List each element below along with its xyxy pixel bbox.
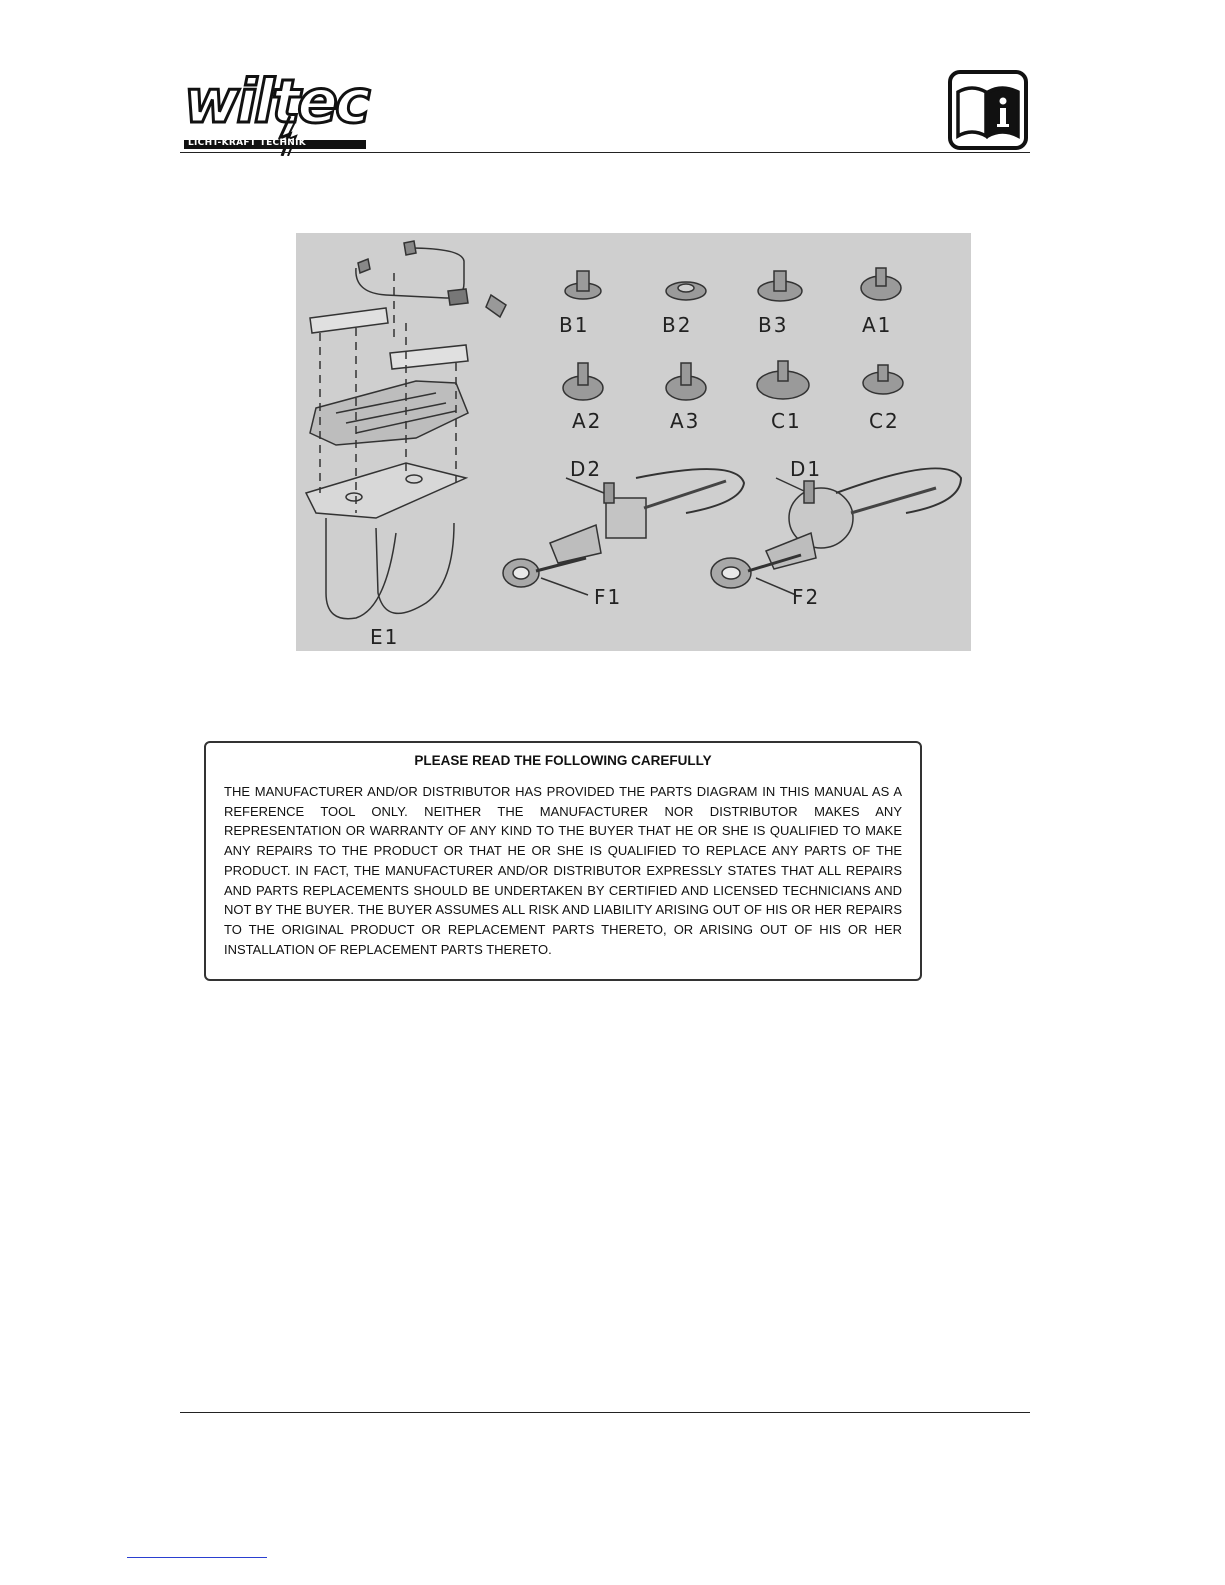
disclaimer-notice: [204, 741, 922, 981]
info-manual-icon: [948, 70, 1028, 150]
part-label-c2: C2: [869, 409, 900, 433]
part-label-e1: E1: [370, 625, 400, 649]
notice-title: PLEASE READ THE FOLLOWING CAREFULLY: [414, 753, 712, 768]
part-label-d1: D1: [790, 457, 823, 481]
part-label-f2: F2: [792, 585, 821, 609]
parts-diagram: [296, 233, 971, 651]
part-label-b1: B1: [559, 313, 590, 337]
part-label-a3: A3: [670, 409, 701, 433]
part-label-a2: A2: [572, 409, 603, 433]
footer-rule: [180, 1412, 1030, 1413]
lightning-bolt-icon: [276, 116, 300, 156]
wiltec-logo: [180, 67, 380, 158]
notice-body: THE MANUFACTURER AND/OR DISTRIBUTOR HAS PROVIDED THE PARTS DIAGRAM IN THIS MANUAL AS A REFERENCE TOOL ONLY. NEITHER THE MANUFACTURER NOR DISTRIBUTOR MAKES ANY REPRESENTATION OR WARRANTY OF ANY KIND TO THE BUYER THAT HE OR SHE IS QUALIFIED TO MAKE ANY REPAIRS TO THE PRODUCT OR THAT HE OR SHE IS QUALIFIED TO REPLACE ANY PARTS OF THE PRODUCT. IN FACT, THE MANUFACTURER AND/OR DISTRIBUTOR EXPRESSLY STATES THAT ALL REPAIRS AND PARTS REPLACEMENTS SHOULD BE UNDERTAKEN BY CERTIFIED AND LICENSED TECHNICIANS AND NOT BY THE BUYER. THE BUYER ASSUMES ALL RISK AND LIABILITY ARISING OUT OF HIS OR HER REPAIRS TO THE ORIGINAL PRODUCT OR REPLACEMENT PARTS THERETO, OR ARISING OUT OF HIS OR HER INSTALLATION OF REPLACEMENT PARTS THERETO.: [224, 784, 902, 957]
part-label-f1: F1: [594, 585, 623, 609]
part-label-a1: A1: [862, 313, 893, 337]
part-label-b3: B3: [758, 313, 789, 337]
part-label-b2: B2: [662, 313, 693, 337]
header-rule: [180, 152, 1030, 153]
logo-word: wiltec: [184, 67, 368, 137]
part-label-d2: D2: [570, 457, 603, 481]
parts-drawing: [296, 233, 971, 651]
part-label-c1: C1: [771, 409, 802, 433]
footer-link-underline: [127, 1557, 267, 1558]
logo-tagline: LICHT-KRAFT TECHNIK: [188, 138, 307, 148]
